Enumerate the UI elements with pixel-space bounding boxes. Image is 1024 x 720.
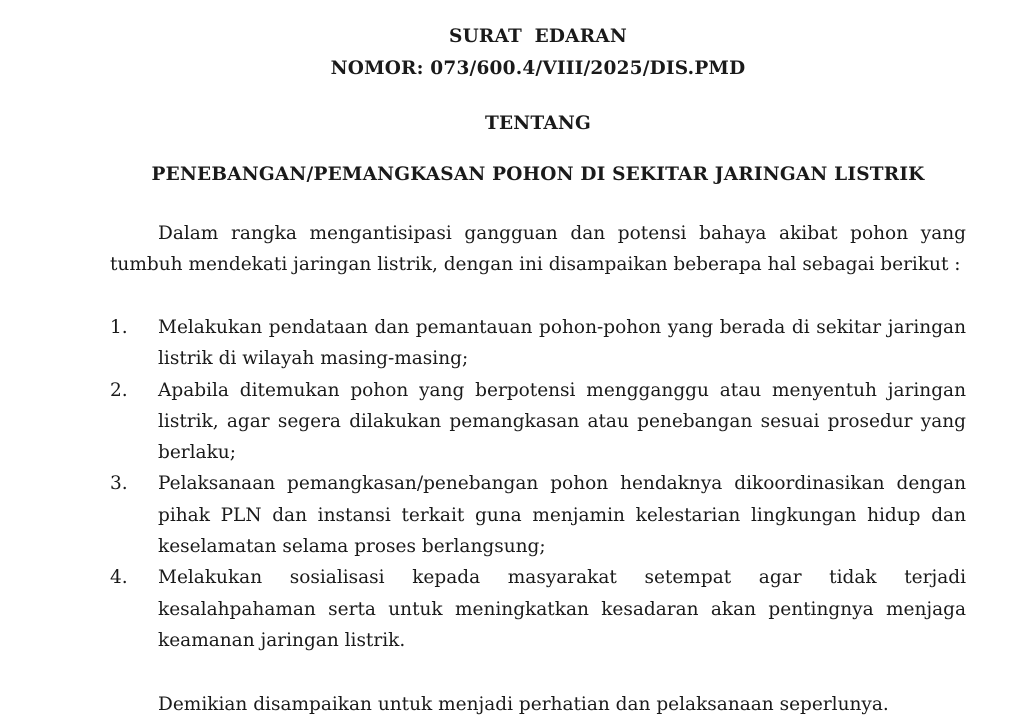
list-item-text: Pelaksanaan pemangkasan/penebangan pohon hendaknya dikoordinasikan dengan pihak PLN dan instansi terkait guna menjamin kelestarian lingkungan hidup dan keselamatan selama proses berlangsung; — [158, 473, 966, 558]
document-page — [110, 0, 966, 719]
list-item — [110, 312, 966, 375]
list-item-number: 4. — [110, 567, 128, 589]
list-item — [110, 468, 966, 562]
instruction-list — [110, 312, 966, 656]
closing-paragraph: Demikian disampaikan untuk menjadi perhatian dan pelaksanaan seperlunya. — [158, 694, 889, 715]
list-item — [110, 562, 966, 656]
list-item-text: Melakukan pendataan dan pemantauan pohon-pohon yang berada di sekitar jaringan listrik di wilayah masing-masing; — [158, 317, 966, 370]
document-about-label: TENTANG — [485, 113, 591, 134]
list-item-text: Apabila ditemukan pohon yang berpotensi mengganggu atau menyentuh jaringan listrik, agar segera dilakukan pemangkasan atau penebangan sesuai prosedur yang berlaku; — [158, 379, 966, 464]
document-title: SURAT EDARAN — [449, 26, 627, 47]
intro-paragraph: Dalam rangka mengantisipasi gangguan dan potensi bahaya akibat pohon yang tumbuh mendekati jaringan listrik, dengan ini disampaikan beberapa hal sebagai berikut : — [110, 223, 966, 276]
document-number: NOMOR: 073/600.4/VIII/2025/DIS.PMD — [330, 58, 746, 79]
list-item-text: Melakukan sosialisasi kepada masyarakat setempat agar tidak terjadi kesalahpahaman serta untuk meningkatkan kesadaran akan pentingnya menjaga keamanan jaringan listrik. — [158, 567, 966, 651]
list-item-number: 3. — [110, 473, 128, 495]
list-item-number: 1. — [110, 317, 128, 338]
list-item — [110, 375, 966, 469]
list-item-number: 2. — [110, 379, 128, 401]
document-subject: PENEBANGAN/PEMANGKASAN POHON DI SEKITAR JARINGAN LISTRIK — [151, 164, 925, 185]
